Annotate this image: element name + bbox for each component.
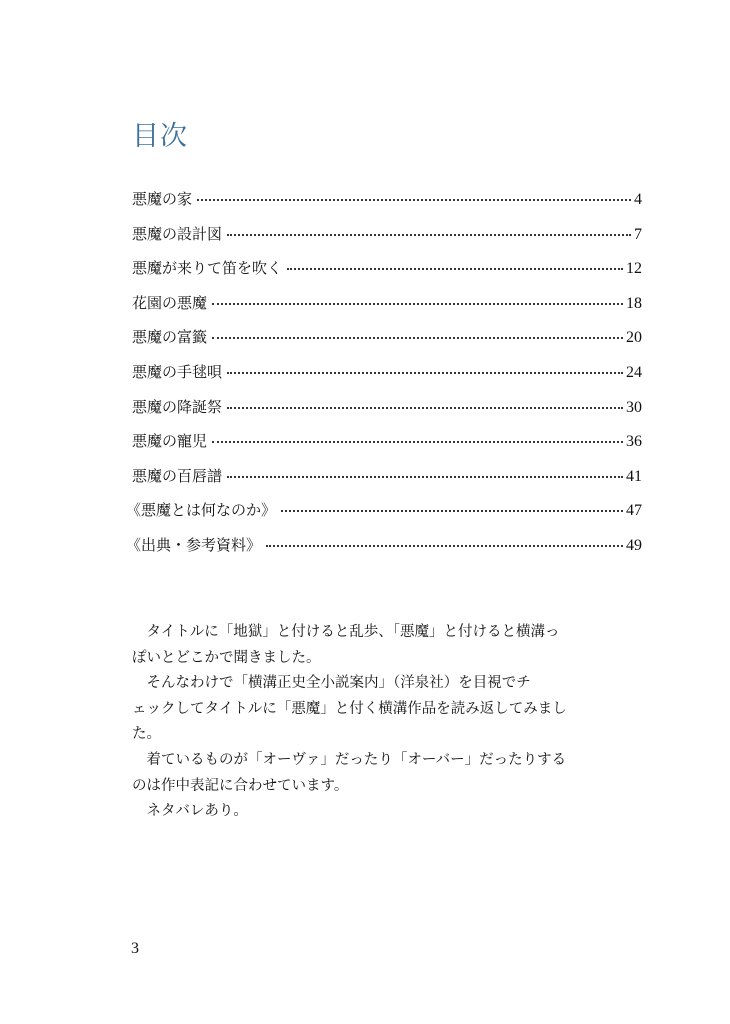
- intro-line: タイトルに「地獄」と付けると乱歩、「悪魔」と付けると横溝っ: [146, 624, 560, 640]
- toc-entry-page: 20: [626, 329, 642, 347]
- toc-entry-page: 12: [626, 260, 642, 278]
- dot-leader: [212, 441, 623, 443]
- intro-line: ぽいとどこかで聞きました。: [132, 649, 321, 666]
- toc-entry-title: 悪魔が来りて笛を吹く: [132, 259, 283, 278]
- dot-leader: [212, 303, 623, 305]
- dot-leader: [227, 476, 623, 478]
- toc-entry-page: 4: [634, 191, 642, 208]
- dot-leader: [266, 545, 623, 547]
- toc-entry-title: 悪魔の富籤: [132, 328, 208, 347]
- toc-entry-page: 36: [626, 433, 642, 451]
- intro-line: ェックしてタイトルに「悪魔」と付く横溝作品を読み返してみまし: [132, 700, 567, 717]
- dot-leader: [212, 337, 623, 339]
- toc-entry-title: 《出典・参考資料》: [126, 535, 262, 554]
- intro-line: のは作中表記に合わせています。: [132, 777, 349, 794]
- toc-entry[interactable]: [132, 430, 642, 465]
- dot-leader: [227, 372, 623, 374]
- toc-entry-page: 7: [634, 225, 642, 243]
- dot-leader: [227, 407, 623, 409]
- toc-entry[interactable]: [126, 534, 642, 569]
- table-of-contents: [126, 188, 642, 569]
- intro-line: ネタバレあり。: [146, 803, 248, 820]
- toc-entry-page: 18: [626, 294, 642, 312]
- dot-leader: [197, 199, 631, 201]
- toc-entry-page: 24: [626, 363, 642, 381]
- toc-entry[interactable]: [132, 326, 642, 361]
- toc-entry[interactable]: [132, 361, 642, 396]
- intro-line: た。: [132, 726, 161, 743]
- dot-leader: [287, 268, 623, 270]
- toc-entry[interactable]: [132, 257, 642, 292]
- toc-entry-title: 悪魔の寵児: [132, 432, 208, 451]
- toc-entry[interactable]: [132, 396, 642, 431]
- toc-entry-title: 悪魔の設計図: [132, 224, 223, 243]
- dot-leader: [227, 234, 631, 236]
- toc-entry-title: 悪魔の手毬唄: [132, 362, 223, 381]
- intro-line: そんなわけで「横溝正史全小説案内」（洋泉社）を目視でチ: [146, 675, 531, 692]
- toc-entry[interactable]: [132, 223, 642, 258]
- toc-entry-title: 花園の悪魔: [132, 293, 208, 312]
- intro-text: [132, 620, 644, 825]
- dot-leader: [281, 510, 623, 512]
- toc-entry-title: 悪魔の百唇譜: [132, 466, 223, 485]
- intro-line: 着ているものが「オーヴァ」だったり「オーバー」だったりする: [146, 751, 567, 768]
- toc-entry-page: 41: [626, 467, 642, 485]
- toc-entry[interactable]: [132, 188, 642, 223]
- toc-entry-title: 悪魔の家: [132, 190, 193, 208]
- toc-entry-title: 悪魔の降誕祭: [132, 397, 223, 416]
- toc-entry[interactable]: [132, 292, 642, 327]
- toc-entry-page: 49: [626, 536, 642, 554]
- toc-entry-title: 《悪魔とは何なのか》: [126, 501, 277, 520]
- page-number: 3: [131, 940, 139, 957]
- page-title: 目次: [132, 121, 188, 152]
- toc-entry[interactable]: [126, 499, 642, 534]
- toc-entry[interactable]: [132, 465, 642, 500]
- toc-entry-page: 30: [626, 398, 642, 416]
- toc-entry-page: 47: [626, 502, 642, 520]
